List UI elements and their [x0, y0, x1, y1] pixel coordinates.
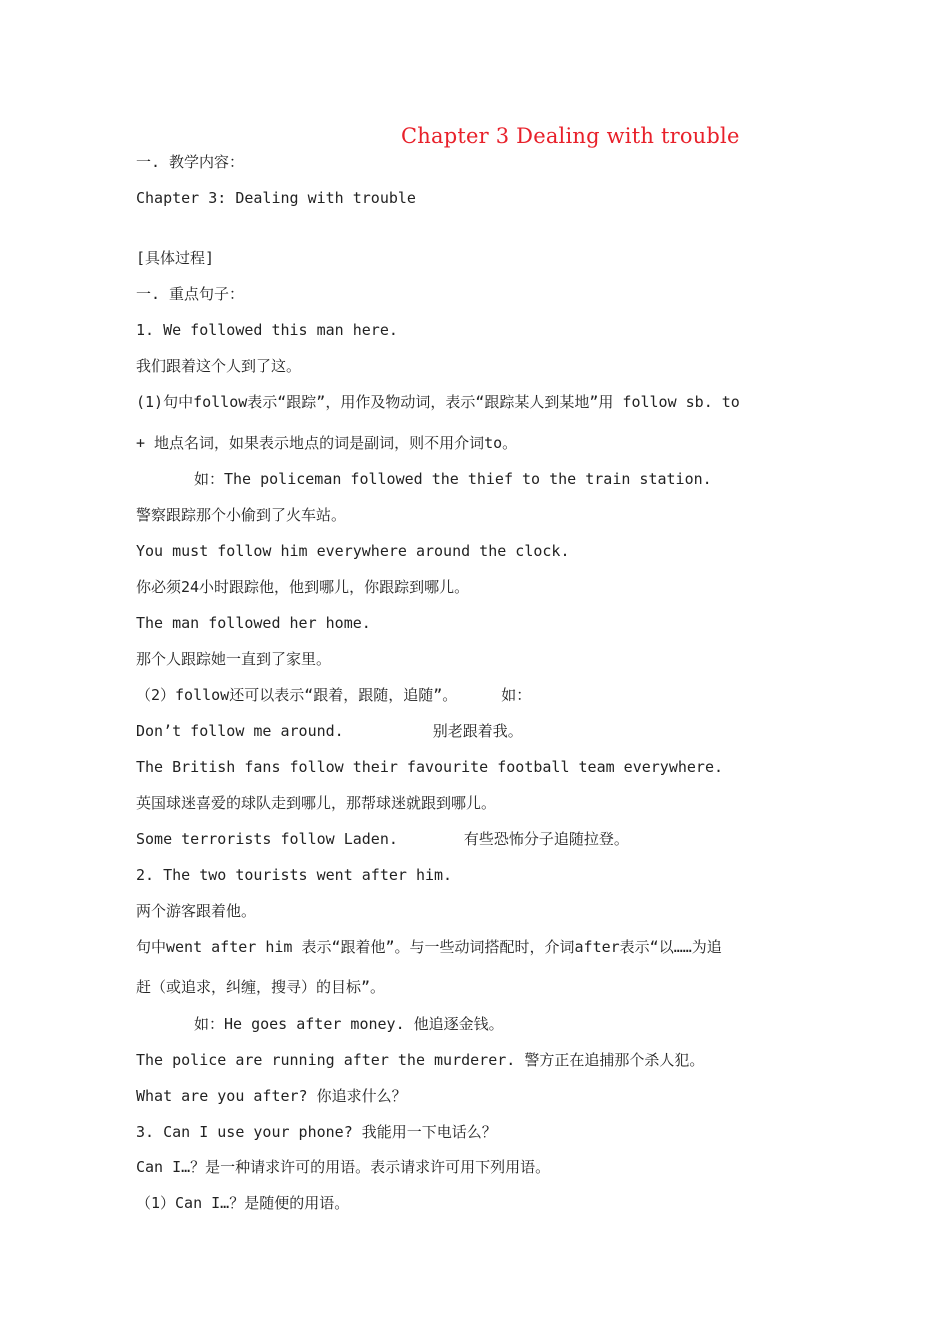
example-5-translation: 英国球迷喜爱的球队走到哪儿，那帮球迷就跟到哪儿。	[136, 794, 497, 812]
key-sentences-heading: 一. 重点句子：	[136, 285, 245, 303]
note-3-line-1: 句中went after him 表示“跟着他”。与一些动词搭配时，介词after表示“以……为追	[136, 938, 722, 956]
document-title: Chapter 3 Dealing with trouble	[401, 124, 740, 148]
note-4-item-1: （1）Can I…？是随便的用语。	[136, 1194, 350, 1212]
sentence-1-translation: 我们跟着这个人到了这。	[136, 357, 302, 375]
note-3-line-2: 赶（或追求，纠缠，搜寻）的目标”。	[136, 978, 386, 996]
example-6-translation: 有些恐怖分子追随拉登。	[463, 830, 629, 848]
example-9: What are you after? 你追求什么？	[136, 1087, 407, 1105]
example-5: The British fans follow their favourite football team everywhere.	[136, 758, 723, 776]
example-6-english: Some terrorists follow Laden.	[136, 830, 398, 848]
example-2-translation: 你必须24小时跟踪他，他到哪儿，你跟踪到哪儿。	[136, 578, 470, 596]
note-1-line-1: (1)句中follow表示“跟踪”，用作及物动词，表示“跟踪某人到某地”用 follow sb. to	[136, 393, 740, 411]
example-3: The man followed her home.	[136, 614, 371, 632]
example-3-translation: 那个人跟踪她一直到了家里。	[136, 650, 332, 668]
process-heading: [具体过程]	[136, 249, 215, 267]
note-2-example-label: 如：	[501, 686, 532, 704]
chapter-line: Chapter 3: Dealing with trouble	[136, 189, 416, 207]
example-4-translation: 别老跟着我。	[432, 722, 523, 740]
sentence-3: 3. Can I use your phone? 我能用一下电话么？	[136, 1123, 497, 1141]
example-4	[136, 721, 523, 741]
example-2: You must follow him everywhere around the clock.	[136, 542, 570, 560]
example-7: 如：He goes after money. 他追逐金钱。	[194, 1015, 504, 1033]
note-2	[136, 685, 531, 705]
example-4-english: Don’t follow me around.	[136, 722, 344, 740]
example-1: 如：The policeman followed the thief to the train station.	[194, 470, 712, 488]
note-2-text: （2）follow还可以表示“跟着，跟随，追随”。	[136, 686, 458, 704]
example-6	[136, 829, 629, 849]
note-4: Can I…？是一种请求许可的用语。表示请求许可用下列用语。	[136, 1158, 551, 1176]
section-heading-content: 一. 教学内容：	[136, 153, 245, 171]
example-8: The police are running after the murderer. 警方正在追捕那个杀人犯。	[136, 1051, 705, 1069]
example-1-translation: 警察跟踪那个小偷到了火车站。	[136, 506, 347, 524]
sentence-1: 1. We followed this man here.	[136, 321, 398, 339]
sentence-2: 2. The two tourists went after him.	[136, 866, 453, 884]
sentence-2-translation: 两个游客跟着他。	[136, 902, 257, 920]
note-1-line-2: + 地点名词，如果表示地点的词是副词，则不用介词to。	[136, 434, 518, 452]
